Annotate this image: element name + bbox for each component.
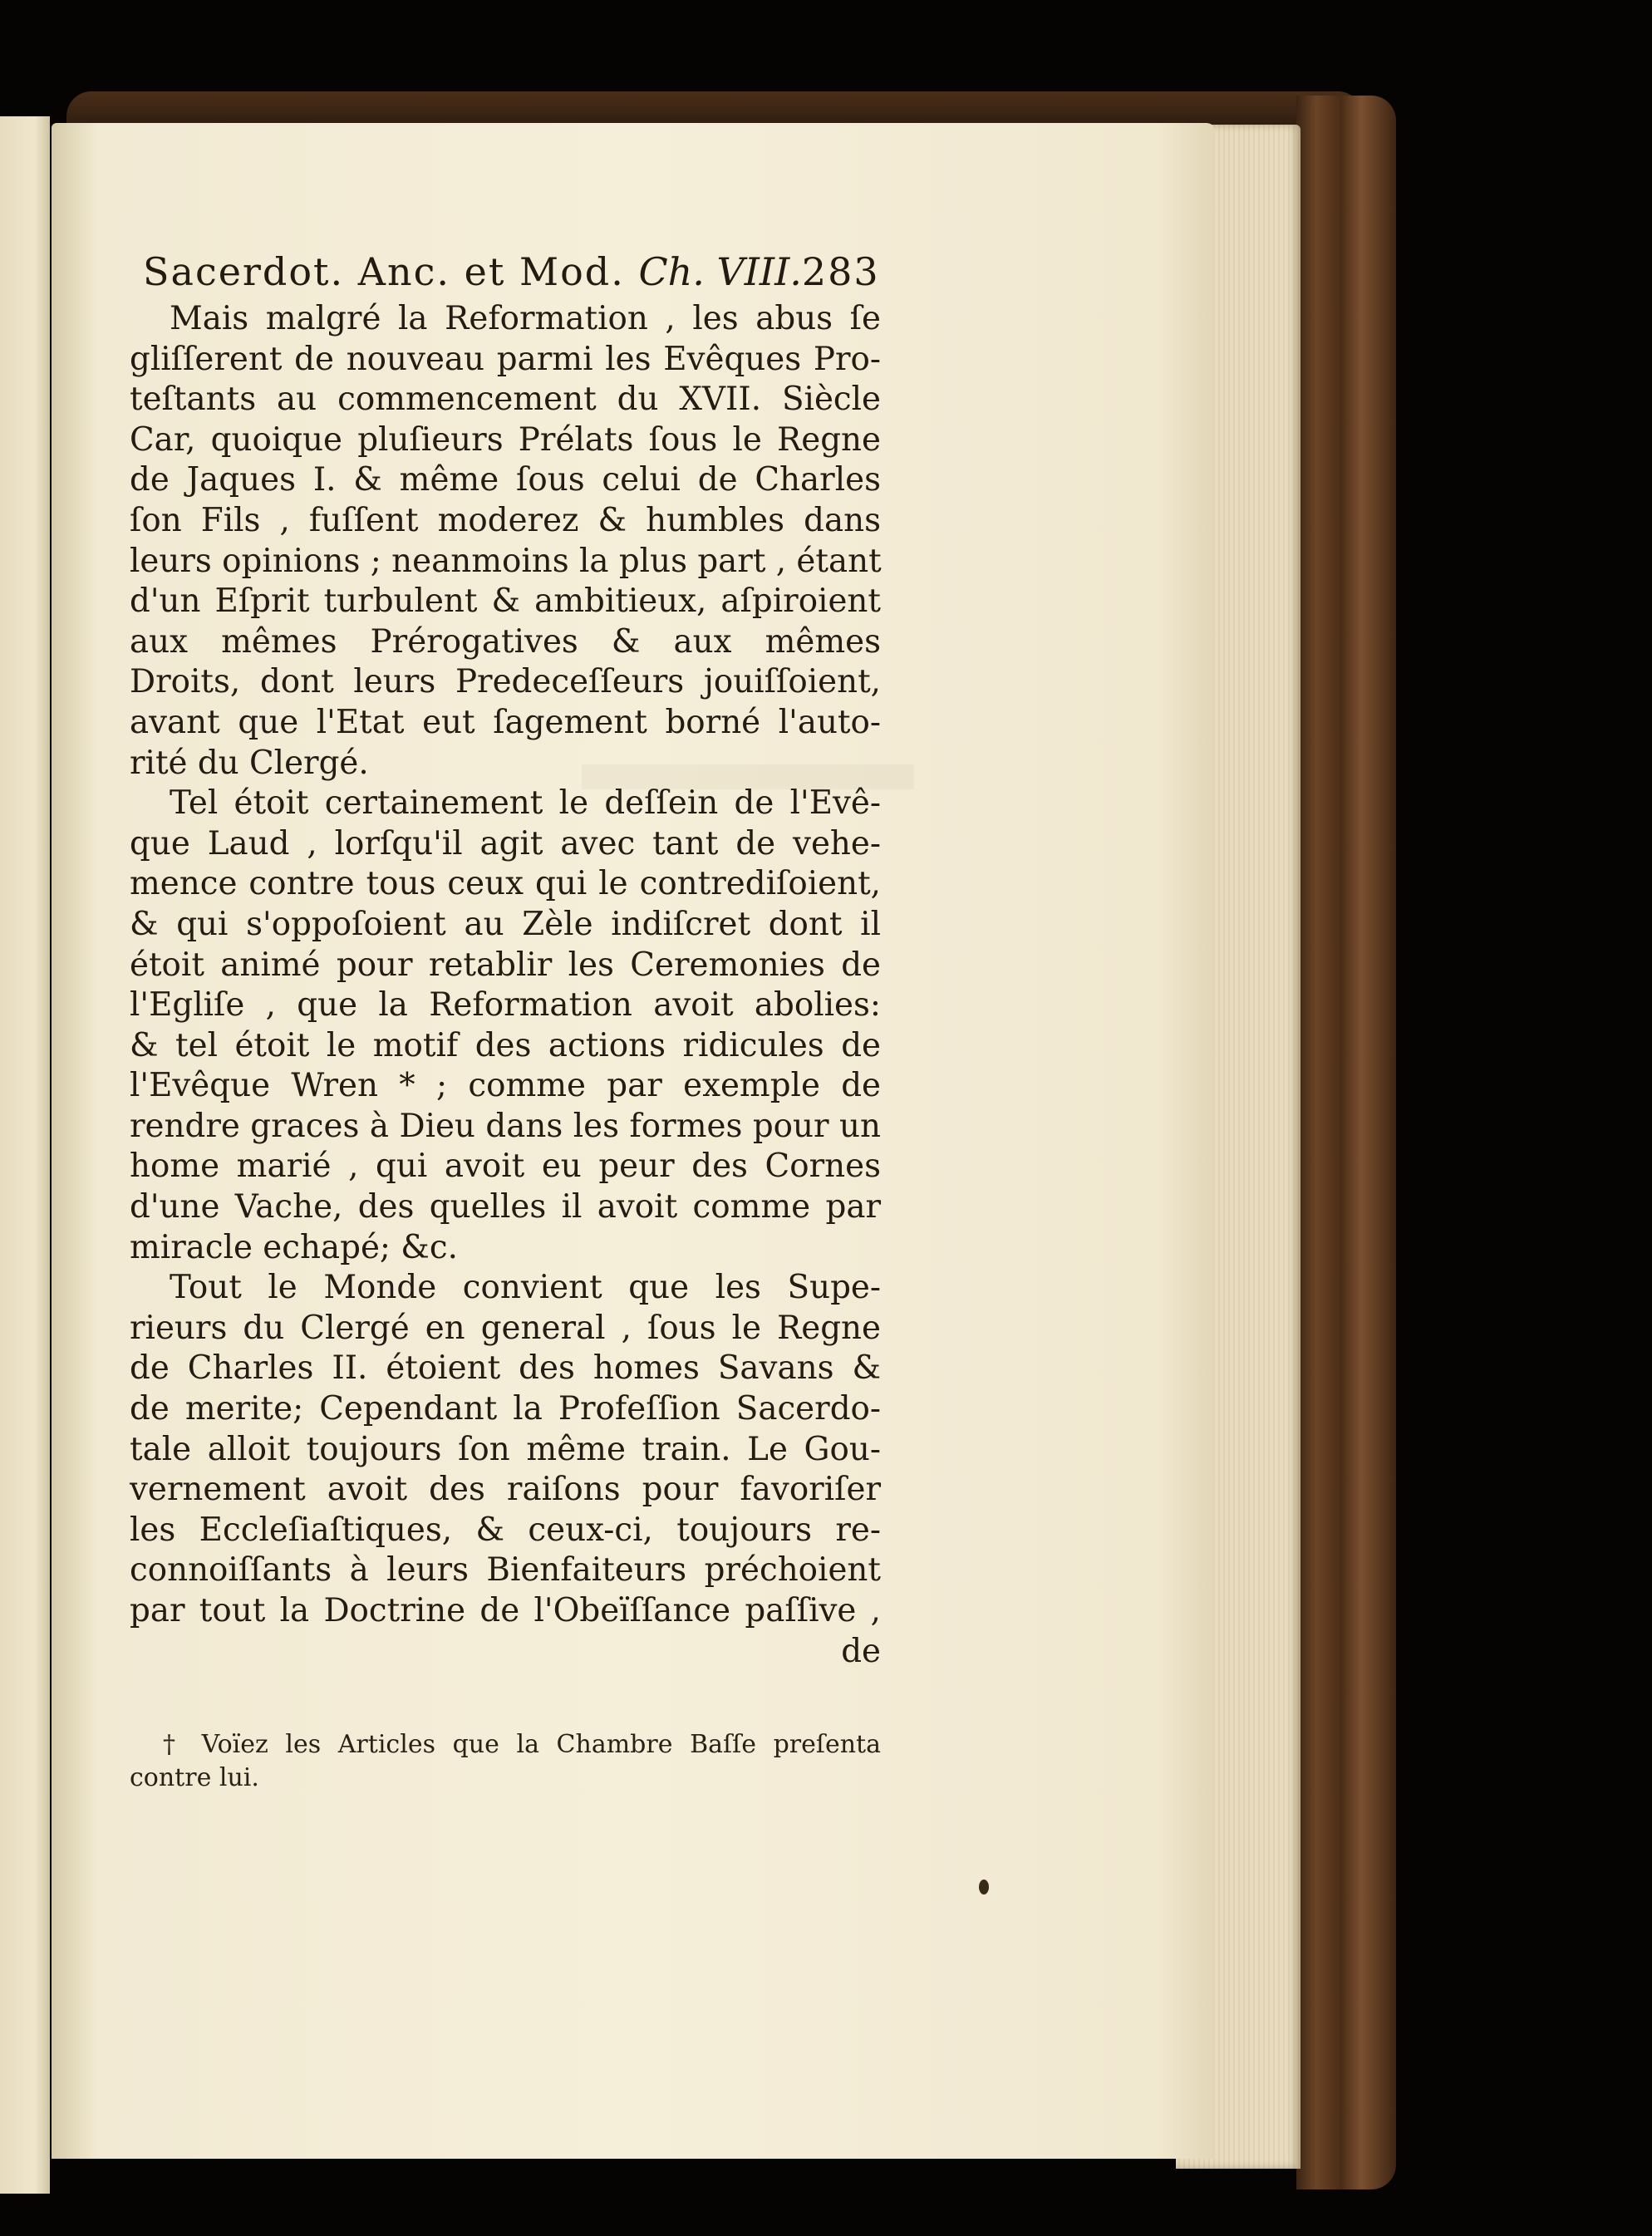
text-line: Car, quoique pluſieurs Prélats ſous le Regne (130, 420, 881, 459)
text-line: Tout le Monde convient que les Supe- (170, 1269, 881, 1307)
text-line: gliſſerent de nouveau parmi les Evêques Pro- (130, 340, 881, 378)
text-line: teſtants au commencement du XVII. Siècle (130, 381, 881, 419)
chapter-label: Ch. VIII. (638, 249, 802, 294)
text-line: home marié , qui avoit eu peur des Cornes (130, 1147, 881, 1186)
text-line: que Laud , lorſqu'il agit avec tant de vehe- (130, 824, 881, 862)
text-line: étoit animé pour retablir les Ceremonies de (130, 946, 881, 984)
text-line: avant que l'Etat eut ſagement borné l'auto- (130, 703, 881, 741)
text-line: les Eccleſiaſtiques, & ceux-ci, toujours re- (130, 1511, 881, 1549)
leather-binding (1296, 96, 1396, 2189)
text-line: aux mêmes Prérogatives & aux mêmes (130, 622, 881, 661)
text-line: & qui s'oppoſoient au Zèle indiſcret dont il (130, 905, 881, 943)
running-header (143, 249, 891, 294)
text-line: connoiſſants à leurs Bienfaiteurs préchoient (130, 1551, 881, 1590)
catchword: de (841, 1632, 881, 1670)
text-line: rendre graces à Dieu dans les formes pour un (130, 1107, 881, 1145)
text-line: l'Egliſe , que la Reformation avoit abolies: (130, 986, 881, 1025)
text-line: rité du Clergé. (130, 744, 369, 782)
text-line: d'une Vache, des quelles il avoit comme par (130, 1188, 881, 1226)
footnote-line: † Voïez les Articles que la Chambre Baſſe preſenta (163, 1730, 881, 1759)
running-title: Sacerdot. Anc. et Mod. (143, 249, 625, 294)
text-line: par tout la Doctrine de l'Obeïſſance paſſive , (130, 1592, 881, 1629)
footnote (130, 1728, 881, 1795)
left-page-edge (0, 116, 50, 2194)
ink-spot (979, 1880, 989, 1894)
text-line: mence contre tous ceux qui le contrediſoient, (130, 865, 881, 903)
text-line: leurs opinions ; neanmoins la plus part , étant (130, 542, 882, 580)
text-line: de Jaques I. & même ſous celui de Charles (130, 461, 881, 499)
text-line: Droits, dont leurs Predeceſſeurs jouiſſoient, (130, 663, 881, 701)
text-line: de Charles II. étoient des homes Savans & (130, 1349, 881, 1388)
text-line: vernement avoit des raiſons pour favoriſer (130, 1471, 881, 1509)
text-line: Tel étoit certainement le deſſein de l'Evê- (170, 784, 881, 823)
text-line: miracle echapé; &c. (130, 1228, 458, 1266)
text-line: & tel étoit le motif des actions ridicules de (130, 1026, 881, 1064)
footnote-line: contre lui. (130, 1763, 259, 1792)
text-line: de merite; Cependant la Profeſſion Sacerdo- (130, 1390, 881, 1428)
text-line: rieurs du Clergé en general , ſous le Regne (130, 1309, 881, 1347)
page-body (130, 299, 881, 1672)
text-line: d'un Eſprit turbulent & ambitieux, aſpiroient (130, 582, 881, 621)
text-line: l'Evêque Wren * ; comme par exemple de (130, 1067, 881, 1105)
page-number: 283 (801, 249, 880, 294)
text-line: tale alloit toujours ſon même train. Le Gou- (130, 1430, 881, 1468)
text-line: Mais malgré la Reformation , les abus ſe (170, 300, 881, 337)
text-line: ſon Fils , fuſſent moderez & humbles dans (130, 501, 881, 539)
